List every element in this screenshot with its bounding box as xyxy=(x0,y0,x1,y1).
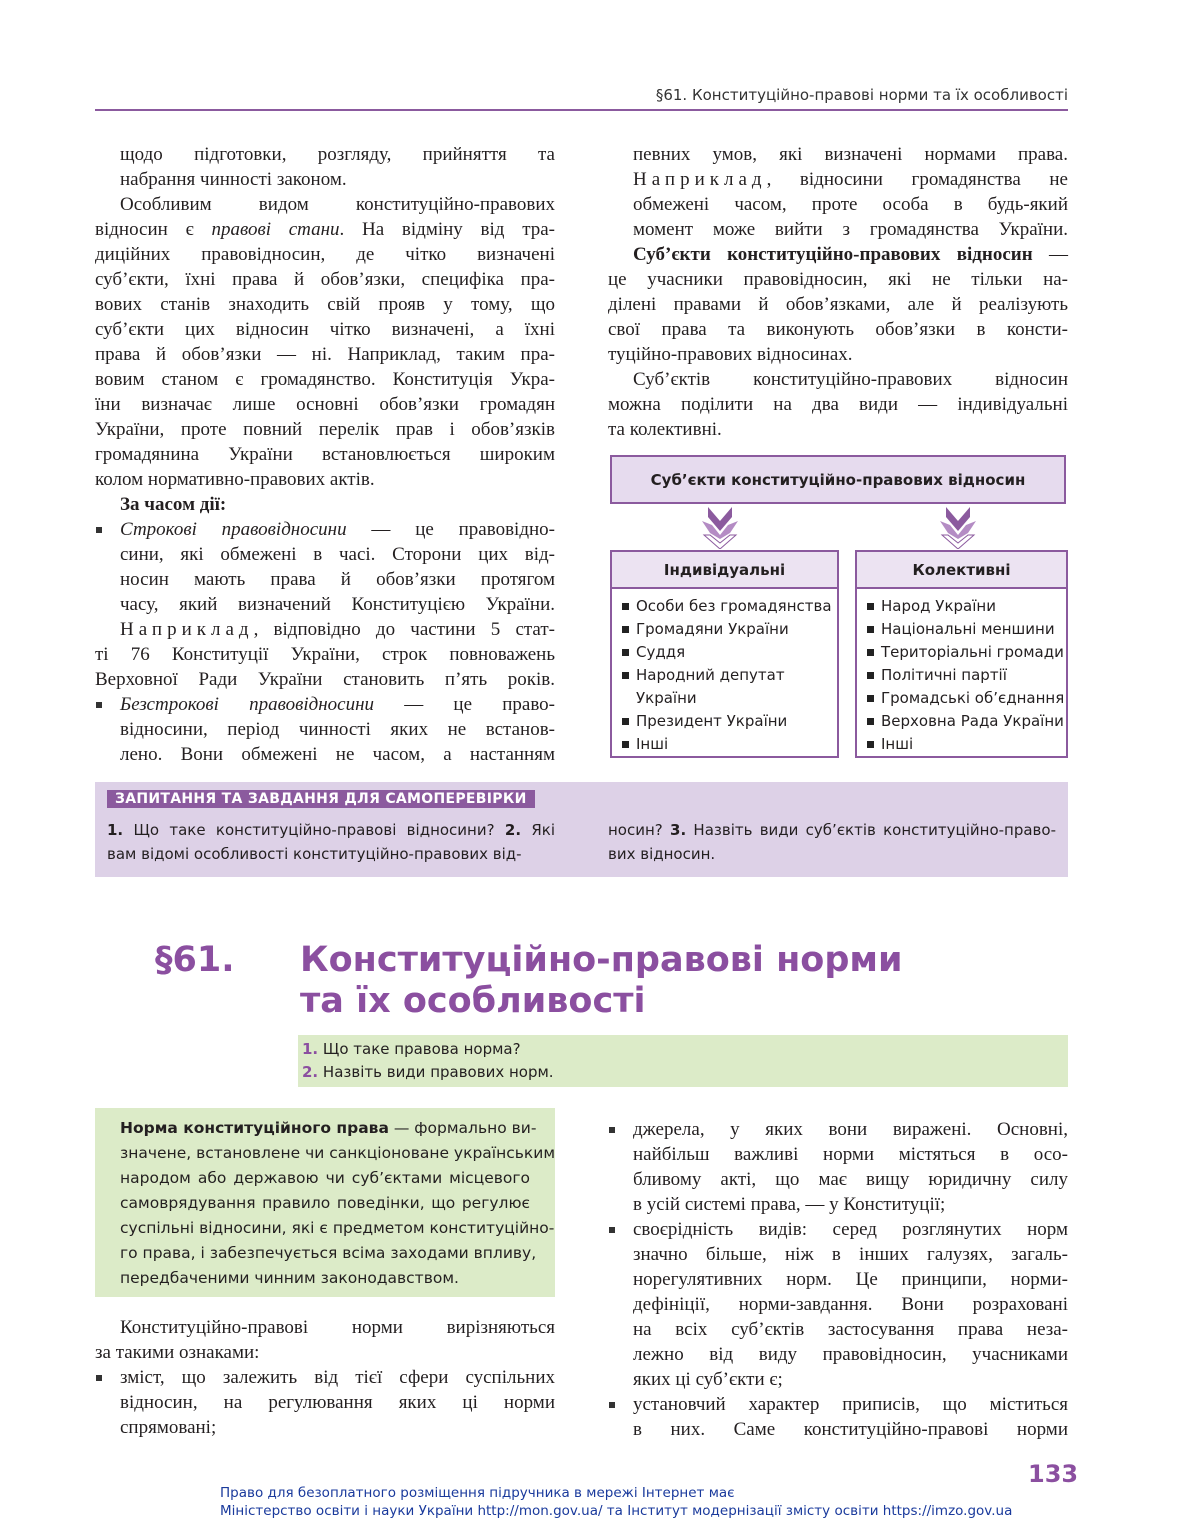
text-line xyxy=(95,1340,555,1365)
text-line xyxy=(608,317,1068,342)
text-run: їни визначає лише основні обов’язки громадян xyxy=(95,394,555,415)
text-line xyxy=(95,1415,555,1440)
text-column-left xyxy=(95,142,555,767)
text-line xyxy=(120,1141,556,1166)
text-line xyxy=(95,442,555,467)
text-column-right-2 xyxy=(608,1117,1068,1442)
text-line xyxy=(95,592,555,617)
text-run: найбільш важливі норми містяться в осо- xyxy=(633,1144,1068,1165)
diagram-list-item: Народний депутат України xyxy=(622,664,837,710)
text-run: лено. Вони обмежені не часом, а настанням xyxy=(120,744,555,765)
text-run: — це правовідно- xyxy=(346,519,555,540)
text-run: передбаченими чинним законодавством. xyxy=(120,1269,459,1287)
text-line xyxy=(608,192,1068,217)
text-line xyxy=(95,492,555,517)
arrow-down-icon xyxy=(700,505,740,549)
bullet-icon xyxy=(96,1375,102,1381)
text-run: — це право- xyxy=(374,694,555,715)
text-run: момент може вийти з громадянства України. xyxy=(633,219,1068,240)
text-run: ділені правами й обов’язками, але й реалізують xyxy=(608,294,1068,315)
header-rule xyxy=(95,109,1068,111)
bullet-icon xyxy=(96,527,102,533)
text-line xyxy=(95,367,555,392)
text-run: диційних правовідносин, де чітко визначені xyxy=(95,244,555,265)
text-run: Що таке конституційно-правові відносини? xyxy=(123,821,505,839)
text-run: спрямовані; xyxy=(120,1417,217,1438)
text-run: Які xyxy=(521,821,556,839)
text-run: самоврядування правило поведінки, що регулює xyxy=(120,1194,530,1212)
bullet-icon xyxy=(609,1402,615,1408)
text-run: норегулятивних норм. Це принципи, норми- xyxy=(633,1269,1068,1290)
text-line xyxy=(95,642,555,667)
preview-questions xyxy=(298,1035,1068,1087)
definition-box xyxy=(95,1108,555,1297)
self-check-title: ЗАПИТАННЯ ТА ЗАВДАННЯ ДЛЯ САМОПЕРЕВІРКИ xyxy=(107,790,535,808)
text-line xyxy=(95,242,555,267)
diagram-list-item: Інші xyxy=(622,733,837,756)
running-header: §61. Конституційно-правові норми та їх особливості xyxy=(655,86,1068,104)
text-line xyxy=(608,417,1068,442)
bullet-icon xyxy=(609,1127,615,1133)
text-column-right xyxy=(608,142,1068,442)
diagram-box-title: Індивідуальні xyxy=(612,552,837,589)
text-run: суб’єкти, їхні права й обов’язки, специфіка пра- xyxy=(95,269,555,290)
text-run: набрання чинності законом. xyxy=(120,169,347,190)
text-line xyxy=(608,142,1068,167)
diagram-list-item: Народ України xyxy=(867,595,1066,618)
text-line xyxy=(95,392,555,417)
text-run: своєрідність видів: серед розглянутих норм xyxy=(633,1219,1068,1240)
text-line xyxy=(95,292,555,317)
text-run: — формально ви- xyxy=(388,1119,537,1137)
text-line xyxy=(120,1241,537,1266)
text-line xyxy=(95,692,555,717)
text-line xyxy=(608,842,1056,866)
footer-line: Право для безоплатного розміщення підручника в мережі Інтернет має xyxy=(220,1485,735,1501)
text-line xyxy=(95,317,555,342)
text-line xyxy=(608,1367,1068,1392)
diagram-title: Суб’єкти конституційно-правових відносин xyxy=(610,455,1066,504)
text-line xyxy=(608,1192,1068,1217)
text-line xyxy=(608,1117,1068,1142)
text-run: яких ці суб’єкти є; xyxy=(633,1369,783,1390)
preview-question xyxy=(302,1061,1068,1084)
diagram-list-item: Суддя xyxy=(622,641,837,664)
text-run: Наприклад xyxy=(120,619,254,640)
diagram-list-item: Верховна Рада України xyxy=(867,710,1066,733)
text-line xyxy=(95,717,555,742)
text-run: та колективні. xyxy=(608,419,722,440)
text-run: суспільні відносини, які є предметом конституційно- xyxy=(120,1219,555,1237)
text-run: зміст, що залежить від тієї сфери суспільних xyxy=(120,1367,555,1388)
text-line xyxy=(608,217,1068,242)
text-line xyxy=(120,1191,530,1216)
text-run: Суб’єктів конституційно-правових відносин xyxy=(633,369,1068,390)
text-run: туційно-правових відносинах. xyxy=(608,344,853,365)
text-run: на всіх суб’єктів застосування права неза- xyxy=(633,1319,1068,1340)
text-run: це учасники правовідносин, які не тільки на- xyxy=(608,269,1068,290)
text-line xyxy=(95,342,555,367)
text-line xyxy=(95,667,555,692)
text-run: обмежені часом, проте особа в будь-який xyxy=(633,194,1068,215)
diagram-list xyxy=(857,589,1066,756)
text-line xyxy=(120,1116,537,1141)
bullet-icon xyxy=(96,702,102,708)
text-run: Строкові правовідносини xyxy=(120,519,347,540)
diagram-list-item: Громадські об’єднання xyxy=(867,687,1066,710)
text-line xyxy=(608,242,1068,267)
text-run: . На відміну від тра- xyxy=(339,219,555,240)
text-line xyxy=(95,542,555,567)
text-run: вових станів знаходить свій прояв у тому, що xyxy=(95,294,555,315)
text-line xyxy=(608,1317,1068,1342)
text-run: вовим станом є громадянство. Конституція Укра- xyxy=(95,369,555,390)
text-run: можна поділити на два види — індивідуальні xyxy=(608,394,1068,415)
text-line xyxy=(608,818,1056,842)
text-run: , відносини громадянства не xyxy=(766,169,1068,190)
text-line xyxy=(608,342,1068,367)
text-run: відносин, на регулювання яких ці норми xyxy=(120,1392,555,1413)
diagram-box-individual xyxy=(610,550,839,758)
text-run: — xyxy=(1032,244,1068,265)
text-run: 2. xyxy=(504,821,522,839)
text-run: носин? xyxy=(608,821,671,839)
text-line xyxy=(95,1365,555,1390)
text-line xyxy=(608,267,1068,292)
diagram-list-item: Громадяни України xyxy=(622,618,837,641)
text-run: сини, які обмежені в часі. Сторони цих від- xyxy=(120,544,555,565)
question-number: 1. xyxy=(302,1040,319,1058)
text-line xyxy=(120,1266,530,1291)
text-run: Особливим видом конституційно-правових xyxy=(120,194,555,215)
diagram-list xyxy=(612,589,837,756)
diagram-list-item: Територіальні громади xyxy=(867,641,1066,664)
text-line xyxy=(120,1166,530,1191)
text-run: народом або державою чи суб’єктами місцевого xyxy=(120,1169,530,1187)
text-run: правові стани xyxy=(211,219,340,240)
self-check-box xyxy=(95,782,1068,877)
self-check-questions-right xyxy=(608,818,1056,866)
text-line xyxy=(95,142,555,167)
footer-note xyxy=(220,1484,1012,1520)
diagram-list-item: Національні меншини xyxy=(867,618,1066,641)
text-run: установчий характер приписів, що міститься xyxy=(633,1394,1068,1415)
text-run: права й обов’язки — ні. Наприклад, таким пра- xyxy=(95,344,555,365)
text-line xyxy=(608,1217,1068,1242)
text-run: бливому акті, що має вищу юридичну силу xyxy=(633,1169,1068,1190)
text-run: в них. Саме конституційно-правові норми xyxy=(633,1419,1068,1440)
text-run: джерела, у яких вони виражені. Основні, xyxy=(633,1119,1068,1140)
text-run: Безстрокові правовідносини xyxy=(120,694,375,715)
text-line xyxy=(608,392,1068,417)
text-line xyxy=(608,367,1068,392)
text-run: відносин є xyxy=(95,219,212,240)
definition-text xyxy=(120,1116,556,1291)
text-line xyxy=(95,617,555,642)
text-run: Назвіть види суб’єктів конституційно-право- xyxy=(686,821,1056,839)
text-run: За часом дії: xyxy=(120,494,227,515)
text-line xyxy=(95,267,555,292)
diagram-list-item: Президент України xyxy=(622,710,837,733)
text-run: за такими ознаками: xyxy=(95,1342,260,1363)
text-line xyxy=(608,292,1068,317)
text-line xyxy=(95,567,555,592)
text-line xyxy=(608,1292,1068,1317)
text-line xyxy=(608,1142,1068,1167)
text-run: носин мають права й обов’язки протягом xyxy=(120,569,555,590)
self-check-questions-left xyxy=(107,818,555,866)
text-line xyxy=(95,517,555,542)
section-title: Конституційно-правові норми xyxy=(300,940,903,980)
diagram-list-item: Особи без громадянства xyxy=(622,595,837,618)
text-run: , відповідно до частини 5 стат- xyxy=(253,619,555,640)
text-run: часу, який визначений Конституцією України. xyxy=(120,594,555,615)
text-line xyxy=(608,1417,1068,1442)
question-text: Що таке правова норма? xyxy=(322,1040,521,1058)
text-line xyxy=(608,1267,1068,1292)
text-line xyxy=(95,1390,555,1415)
text-run: в усій системі права, — у Конституції; xyxy=(633,1194,946,1215)
text-run: го права, і забезпечується всіма заходами впливу, xyxy=(120,1244,537,1262)
text-line xyxy=(608,1342,1068,1367)
text-line xyxy=(95,742,555,767)
text-run: 1. xyxy=(107,821,124,839)
text-run: суб’єкти цих відносин чітко визначені, а їхні xyxy=(95,319,555,340)
text-run: дефініції, норми-завдання. Вони розраховані xyxy=(633,1294,1068,1315)
text-line xyxy=(608,167,1068,192)
text-run: Наприклад xyxy=(633,169,767,190)
text-run: Суб’єкти конституційно-правових відносин xyxy=(633,244,1033,265)
text-line xyxy=(107,818,555,842)
text-run: відносини, період чинності яких не встанов- xyxy=(120,719,555,740)
text-run: лежно від виду правовідносин, учасниками xyxy=(633,1344,1068,1365)
text-run: свої права та виконують обов’язки в консти- xyxy=(608,319,1068,340)
text-run: значене, встановлене чи санкціоноване українським xyxy=(120,1144,556,1162)
text-run: ті 76 Конституції України, строк повноважень xyxy=(95,644,555,665)
diagram-box-collective xyxy=(855,550,1068,758)
text-run: Конституційно-правові норми вирізняються xyxy=(120,1317,555,1338)
text-run: вам відомі особливості конституційно-правових від- xyxy=(107,845,522,863)
text-run: значно більше, ніж в інших галузях, загаль- xyxy=(633,1244,1068,1265)
text-run: вих відносин. xyxy=(608,845,716,863)
text-line xyxy=(95,192,555,217)
text-line xyxy=(608,1167,1068,1192)
diagram-list-item: Інші xyxy=(867,733,1066,756)
question-text: Назвіть види правових норм. xyxy=(322,1063,554,1081)
section-number: §61. xyxy=(155,940,235,980)
question-number: 2. xyxy=(302,1063,319,1081)
text-line xyxy=(120,1216,555,1241)
diagram-list-item: Політичні партії xyxy=(867,664,1066,687)
text-run: щодо підготовки, розгляду, прийняття та xyxy=(120,144,555,165)
text-run: певних умов, які визначені нормами права. xyxy=(633,144,1068,165)
text-column-left-2 xyxy=(95,1315,555,1440)
bullet-icon xyxy=(609,1227,615,1233)
page-number: 133 xyxy=(1028,1460,1079,1488)
text-run: 3. xyxy=(670,821,687,839)
text-run: України, проте повний перелік прав і обов’язків xyxy=(95,419,555,440)
text-run: Норма конституційного права xyxy=(120,1119,389,1137)
text-line xyxy=(95,467,555,492)
text-line xyxy=(608,1242,1068,1267)
text-line xyxy=(95,417,555,442)
text-line xyxy=(95,1315,555,1340)
text-line xyxy=(608,1392,1068,1417)
diagram-box-title: Колективні xyxy=(857,552,1066,589)
section-title-line2: та їх особливості xyxy=(300,981,646,1021)
preview-question xyxy=(302,1038,1068,1061)
text-line xyxy=(107,842,555,866)
text-run: громадянина України встановлюється широким xyxy=(95,444,555,465)
arrow-down-icon xyxy=(938,505,978,549)
text-line xyxy=(95,167,555,192)
text-run: колом нормативно-правових актів. xyxy=(95,469,375,490)
text-line xyxy=(95,217,555,242)
text-run: Верховної Ради України становить п’ять років. xyxy=(95,669,555,690)
footer-line: Міністерство освіти і науки України http://mon.gov.ua/ та Інститут модернізації змісту освіти https://imzo.gov.ua xyxy=(220,1503,1013,1519)
